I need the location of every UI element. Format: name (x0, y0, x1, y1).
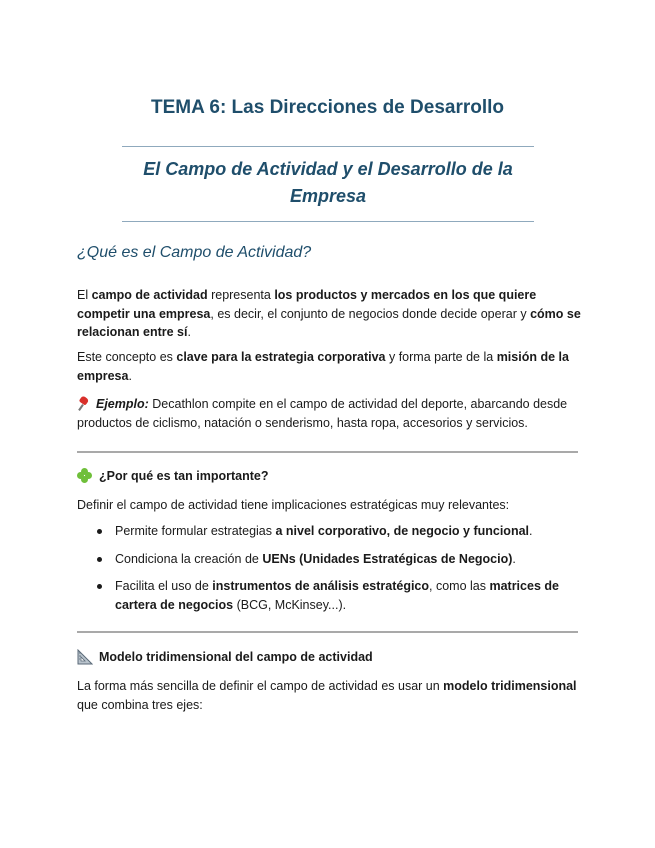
section-divider-1 (77, 451, 578, 453)
paragraph-definition: El campo de actividad representa los productos y mercados en los que quiere competir una empresa, es decir, el conjunto de negocios donde decide operar y cómo se relacionan entre sí. (77, 288, 581, 339)
list-item: Facilita el uso de instrumentos de análisis estratégico, como las matrices de cartera de negocios (BCG, McKinsey...). (77, 577, 582, 614)
paragraph-implications: Definir el campo de actividad tiene implicaciones estratégicas muy relevantes: (77, 498, 510, 512)
paragraph-example: Ejemplo: Decathlon compite en el campo de actividad del deporte, abarcando desde productos de ciclismo, natación o senderismo, hasta ropa, accesorios y servicios. (77, 397, 568, 430)
implications-list (77, 522, 582, 623)
page-title: TEMA 6: Las Direcciones de Desarrollo (150, 97, 505, 118)
model-heading-label: Modelo tridimensional del campo de actividad (99, 650, 373, 664)
section-heading-model (77, 649, 373, 665)
paragraph-model: La forma más sencilla de definir el campo de actividad es usar un modelo tridimensional que combina tres ejes: (77, 679, 577, 712)
section-heading-campo: ¿Qué es el Campo de Actividad? (77, 244, 312, 261)
four-leaf-clover-icon (77, 468, 93, 484)
pushpin-icon (77, 396, 91, 410)
subtitle: El Campo de Actividad y el Desarrollo de la Empresa (143, 159, 513, 206)
paragraph-concept: Este concepto es clave para la estrategia corporativa y forma parte de la misión de la empresa. (77, 350, 569, 383)
section-heading-importance (77, 468, 268, 484)
list-item: Permite formular estrategias a nivel corporativo, de negocio y funcional. (77, 522, 582, 541)
title-divider (122, 146, 534, 147)
list-item: Condiciona la creación de UENs (Unidades Estratégicas de Negocio). (77, 550, 582, 569)
section-divider-2 (77, 631, 578, 633)
subtitle-divider (122, 221, 534, 222)
importance-heading-label: ¿Por qué es tan importante? (99, 469, 269, 483)
triangular-ruler-icon (77, 649, 93, 665)
